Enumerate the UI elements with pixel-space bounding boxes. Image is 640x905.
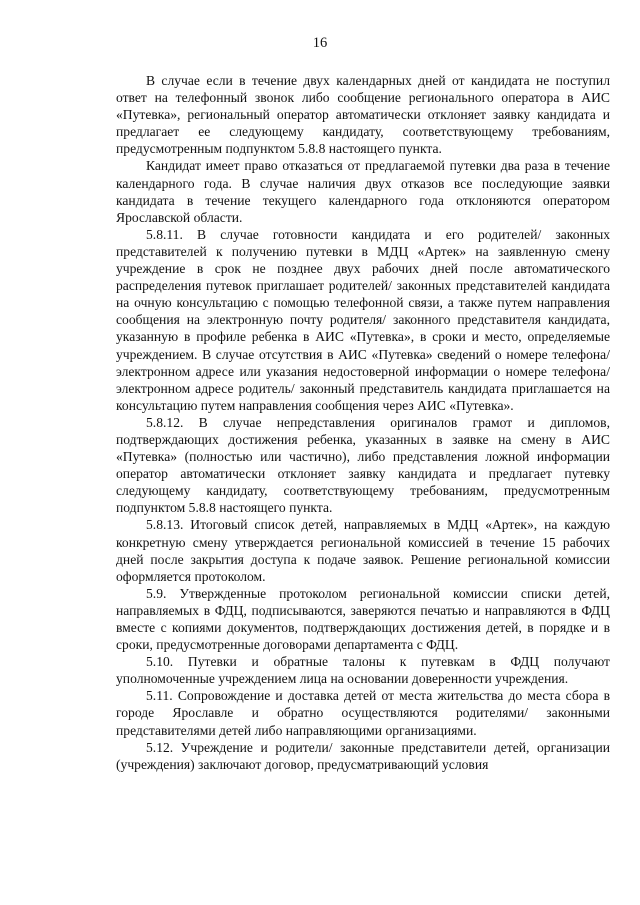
paragraph-5-8-11: 5.8.11. В случае готовности кандидата и его родителей/ законных представителей к получению путевки в МДЦ «Артек» на заявленную смену учреждение в срок не позднее двух рабочих дней после автоматического распределения путевок приглашает родителей/ законных представителей кандидата на очную консультацию с помощью телефонной связи, а также путем направления сообщения на электронную почту родителя/ законного представителя кандидата, указанную в профиле ребенка в АИС «Путевка», в сроки и место, определяемые учреждением. В случае отсутствия в АИС «Путевка» сведений о номере телефона/ электронном адресе или указания недостоверной информации о номере телефона/ электронном адресе родитель/ законный представитель кандидата приглашается на консультацию путем направления сообщения через АИС «Путевка». xyxy=(116,226,610,413)
paragraph-5-10: 5.10. Путевки и обратные талоны к путевкам в ФДЦ получают уполномоченные учреждением лица на основании доверенности учреждения. xyxy=(116,654,610,687)
paragraph-5-8-13: 5.8.13. Итоговый список детей, направляемых в МДЦ «Артек», на каждую конкретную смену утверждается региональной комиссией в течение 15 рабочих дней после закрытия доступа к подаче заявок. Решение региональной комиссии оформляется протоколом. xyxy=(116,517,610,584)
paragraph-5-12: 5.12. Учреждение и родители/ законные представители детей, организации (учреждения) заключают договор, предусматривающий условия xyxy=(116,739,610,772)
paragraph-5-8-12: 5.8.12. В случае непредставления оригиналов грамот и дипломов, подтверждающих достижения ребенка, указанных в заявке на смену в АИС «Путевка» (полностью или частично), либо представления ложной информации оператор автоматически отклоняет заявку кандидата и предлагает путевку следующему кандидату, соответствующему требованиям, предусмотренным подпунктом 5.8.8 настоящего пункта. xyxy=(116,414,610,516)
paragraph-5-9: 5.9. Утвержденные протоколом региональной комиссии списки детей, направляемых в ФДЦ, подписываются, заверяются печатью и направляются в ФДЦ вместе с копиями документов, подтверждающих достижения детей, в порядке и в сроки, предусмотренные договорами департамента с ФДЦ. xyxy=(116,585,610,653)
document-body xyxy=(116,72,610,773)
page-number: 16 xyxy=(312,35,328,51)
paragraph-refusal-limit: Кандидат имеет право отказаться от предлагаемой путевки два раза в течение календарного года. В случае наличия двух отказов все последующие заявки кандидата в течение текущего календарного года отклоняются оператором Ярославской области. xyxy=(116,158,610,225)
paragraph-5-11: 5.11. Сопровождение и доставка детей от места жительства до места сбора в городе Ярославле и обратно осуществляются родителями/ законными представителями детей либо направляющими организациями. xyxy=(116,688,610,738)
paragraph-no-response-rejection: В случае если в течение двух календарных дней от кандидата не поступил ответ на телефонный звонок либо сообщение регионального оператора в АИС «Путевка», региональный оператор автоматически отклоняет заявку кандидата и предлагает ее следующему кандидату, соответствующему требованиям, предусмотренным подпунктом 5.8.8 настоящего пункта. xyxy=(116,73,610,157)
